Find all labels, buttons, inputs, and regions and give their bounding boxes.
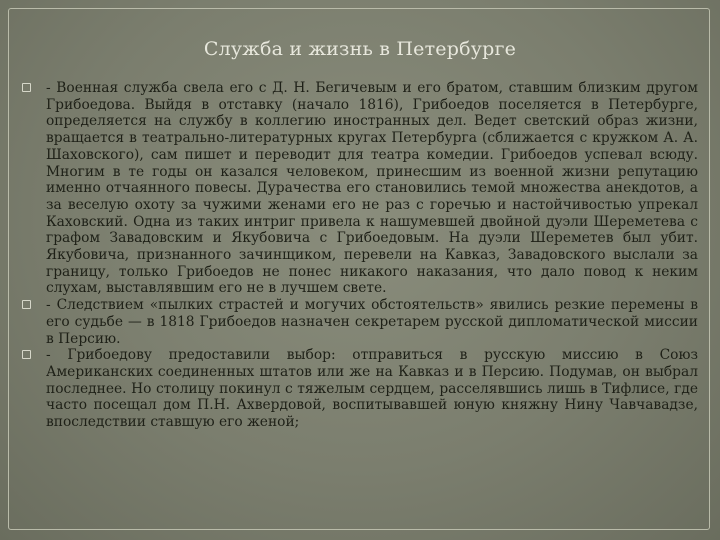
bullet-text: - Грибоедову предоставили выбор: отправиться в русскую миссию в Союз Американских соединенных штатов или же на Кавказ и в Персию. Подумав, он выбрал последнее. Но столицу покинул с тяжелым сердцем, расселявшись лишь в Тифлисе, где часто посещал дом П.Н. Ахвердовой, воспитывавшей юную княжну Нину Чавчавадзе, впоследствии ставшую его женой; [46,347,698,431]
slide-title: Служба и жизнь в Петербурге [203,38,517,60]
square-bullet-icon [22,300,31,309]
bullet-text: - Следствием «пылких страстей и могучих обстоятельств» явились резкие перемены в его судьбе — в 1818 Грибоедов назначен секретарем русской дипломатической миссии в Персию. [46,297,698,347]
bullet-item [22,297,698,347]
bullet-text: - Военная служба свела его с Д. Н. Бегичевым и его братом, ставшим близким другом Грибоедова. Выйдя в отставку (начало 1816), Грибоедов поселяется в Петербурге, определяется на службу в коллегию иностранных дел. Ведет светский образ жизни, вращается в театрально-литературных кругах Петербурга (сближается с кружком А. А. Шаховского), сам пишет и переводит для театра комедии. Грибоедов успевал всюду. Многим в те годы он казался человеком, принесшим из военной жизни репутацию именно отчаянного повесы. Дурачества его становились темой множества анекдотов, а за веселую охоту за чужими женами его не раз с горечью и настойчивостью упрекал Каховский. Одна из таких интриг привела к нашумевшей двойной дуэли Шереметева с графом Завадовским и Якубовича с Грибоедовым. На дуэли Шереметев был убит. Якубовича, признанного зачинщиком, перевели на Кавказ, Завадовского выслали за границу, только Грибоедов не понес никакого наказания, что дало повод к неким слухам, выставлявшим его не в лучшем свете. [46,80,698,297]
bullet-item [22,80,698,297]
slide-content [22,80,698,431]
square-bullet-icon [22,350,31,359]
bullet-item [22,347,698,431]
square-bullet-icon [22,83,31,92]
